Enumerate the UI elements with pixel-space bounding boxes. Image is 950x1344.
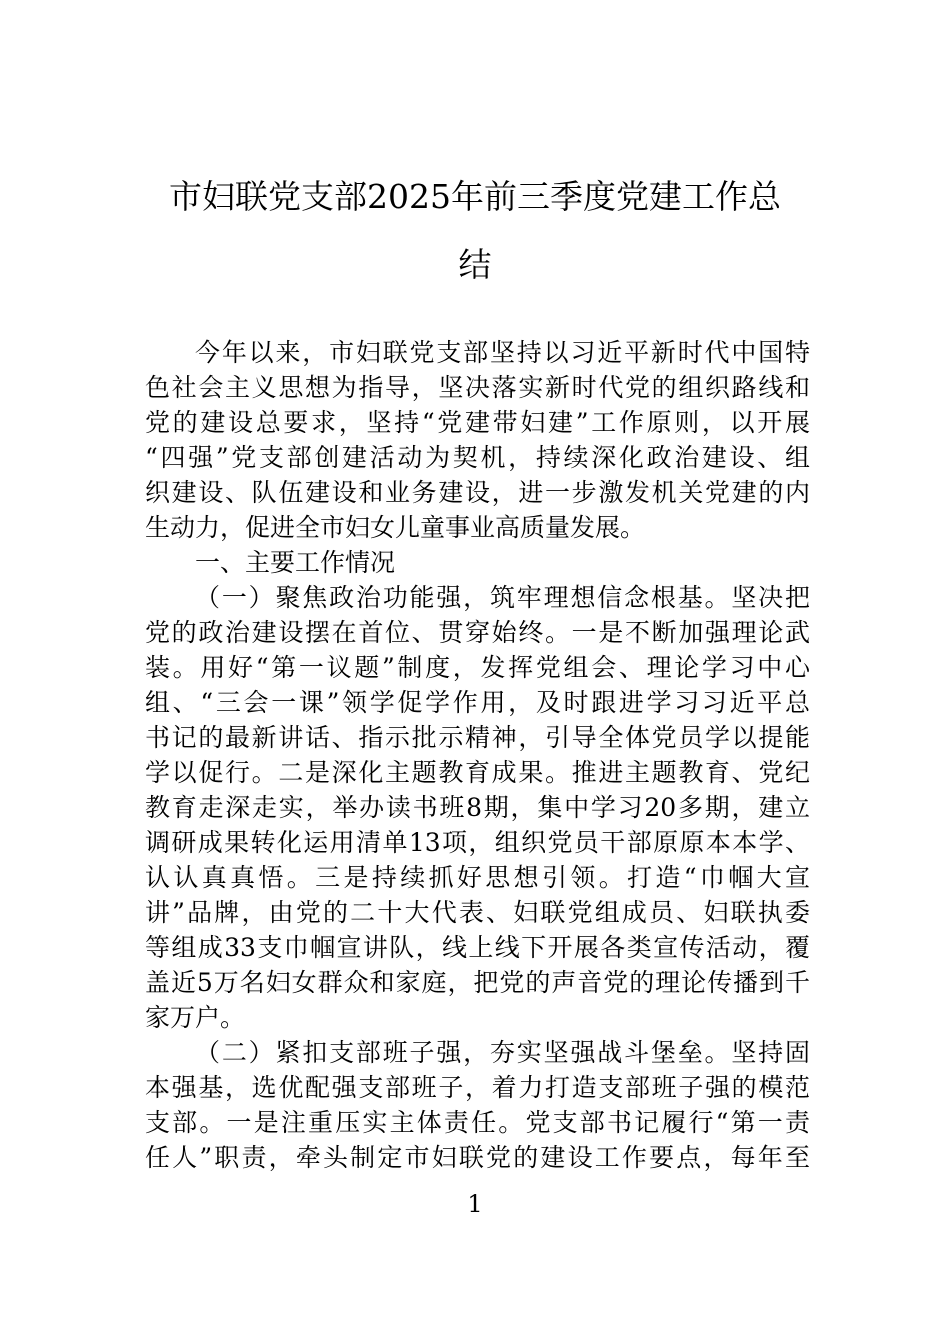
document-title-line-2: 结 bbox=[458, 245, 492, 284]
paragraph-line: 党的政治建设摆在首位、贯穿始终。一是不断加强理论武 bbox=[145, 618, 810, 647]
paragraph-line: 调研成果转化运用清单13项，组织党员干部原原本本学、 bbox=[145, 828, 810, 857]
paragraph-line: 党的建设总要求，坚持“党建带妇建”工作原则，以开展 bbox=[145, 408, 810, 437]
paragraph-line: 支部。一是注重压实主体责任。党支部书记履行“第一责 bbox=[145, 1108, 810, 1137]
paragraph-line: 认认真真悟。三是持续抓好思想引领。打造“巾帼大宣 bbox=[145, 863, 810, 892]
page-number: 1 bbox=[467, 1190, 483, 1218]
paragraph-line: 本强基，选优配强支部班子，着力打造支部班子强的模范 bbox=[145, 1073, 810, 1102]
paragraph-line: 任人”职责，牵头制定市妇联党的建设工作要点，每年至 bbox=[145, 1143, 810, 1172]
paragraph-line: 学以促行。二是深化主题教育成果。推进主题教育、党纪 bbox=[145, 758, 810, 787]
paragraph-line: （一）聚焦政治功能强，筑牢理想信念根基。坚决把 bbox=[195, 583, 810, 612]
paragraph-line: 书记的最新讲话、指示批示精神，引导全体党员学以提能 bbox=[145, 723, 810, 752]
paragraph-line: “四强”党支部创建活动为契机，持续深化政治建设、组 bbox=[145, 443, 810, 472]
paragraph-line: 今年以来，市妇联党支部坚持以习近平新时代中国特 bbox=[195, 338, 810, 367]
paragraph-line: 装。用好“第一议题”制度，发挥党组会、理论学习中心 bbox=[145, 653, 810, 682]
paragraph-line: 色社会主义思想为指导，坚决落实新时代党的组织路线和 bbox=[145, 373, 810, 402]
paragraph-line: （二）紧扣支部班子强，夯实坚强战斗堡垒。坚持固 bbox=[195, 1038, 810, 1067]
paragraph-line: 等组成33支巾帼宣讲队，线上线下开展各类宣传活动，覆 bbox=[145, 933, 810, 962]
section-heading: 一、主要工作情况 bbox=[195, 548, 396, 577]
paragraph-line: 教育走深走实，举办读书班8期，集中学习20多期，建立 bbox=[145, 793, 810, 822]
document-title-line-1: 市妇联党支部2025年前三季度党建工作总 bbox=[169, 177, 781, 216]
paragraph-line: 组、“三会一课”领学促学作用，及时跟进学习习近平总 bbox=[145, 688, 810, 717]
paragraph-line: 家万户。 bbox=[145, 1003, 246, 1032]
paragraph-line: 讲”品牌，由党的二十大代表、妇联党组成员、妇联执委 bbox=[145, 898, 810, 927]
paragraph-line: 盖近5万名妇女群众和家庭，把党的声音党的理论传播到千 bbox=[145, 968, 810, 997]
paragraph-line: 生动力，促进全市妇女儿童事业高质量发展。 bbox=[145, 513, 646, 542]
paragraph-line: 织建设、队伍建设和业务建设，进一步激发机关党建的内 bbox=[145, 478, 810, 507]
